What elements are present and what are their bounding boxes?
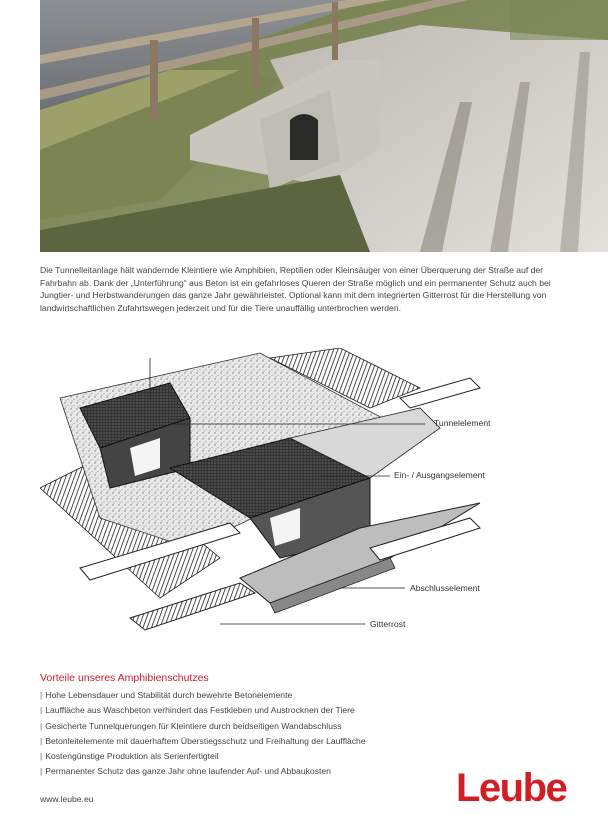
intro-paragraph: Die Tunnelleitanlage hält wandernde Kleintiere wie Amphibien, Reptilien oder Kleinsäuger von einer Überquerung der Straße auf der Fahrbahn ab. Dank der „Unterführung“ aus Beton ist ein gefahrloses Queren der Straße möglich und ein permanenter Schutz auch bei Jungtier- und Herbstwanderungen das ganze Jahr gewährleistet. Optional kann mit dem integrierten Gitterrost für die Herstellung von landwirtschaftlichen Zufahrtswegen jederzeit und für die Tiere unauffällig unterbrochen werden. bbox=[40, 265, 551, 313]
tunnel-photo bbox=[40, 0, 608, 252]
feature-item: | Betonleitelemente mit dauerhaftem Überstiegsschutz und Freihaltung der Lauffläche bbox=[40, 735, 366, 746]
feature-item: | Lauffläche aus Waschbeton verhindert das Festkleben und Austrocknen der Tiere bbox=[40, 705, 355, 716]
feature-item: | Kostengünstige Produktion als Serienfertigteil bbox=[40, 751, 219, 762]
features-title: Vorteile unseres Amphibienschutzes bbox=[40, 672, 209, 684]
feature-item: | Permanenter Schutz das ganze Jahr ohne laufender Auf- und Abbaukosten bbox=[40, 766, 331, 777]
label-inout-element: Ein- / Ausgangselement bbox=[394, 470, 485, 480]
leube-logo: Leube bbox=[456, 766, 567, 810]
features-section bbox=[40, 672, 560, 780]
system-diagram bbox=[40, 348, 600, 648]
label-end-element: Abschlusselement bbox=[410, 583, 480, 593]
label-grate: Gitterrost bbox=[370, 619, 406, 629]
website-link[interactable]: www.leube.eu bbox=[40, 794, 94, 804]
feature-item: | Gesicherte Tunnelquerungen für Kleintiere durch beidseitigen Wandabschluss bbox=[40, 720, 342, 731]
feature-item: | Hohe Lebensdauer und Stabilität durch bewehrte Betonelemente bbox=[40, 690, 293, 700]
label-tunnel-element: Tunnelelement bbox=[434, 418, 491, 428]
